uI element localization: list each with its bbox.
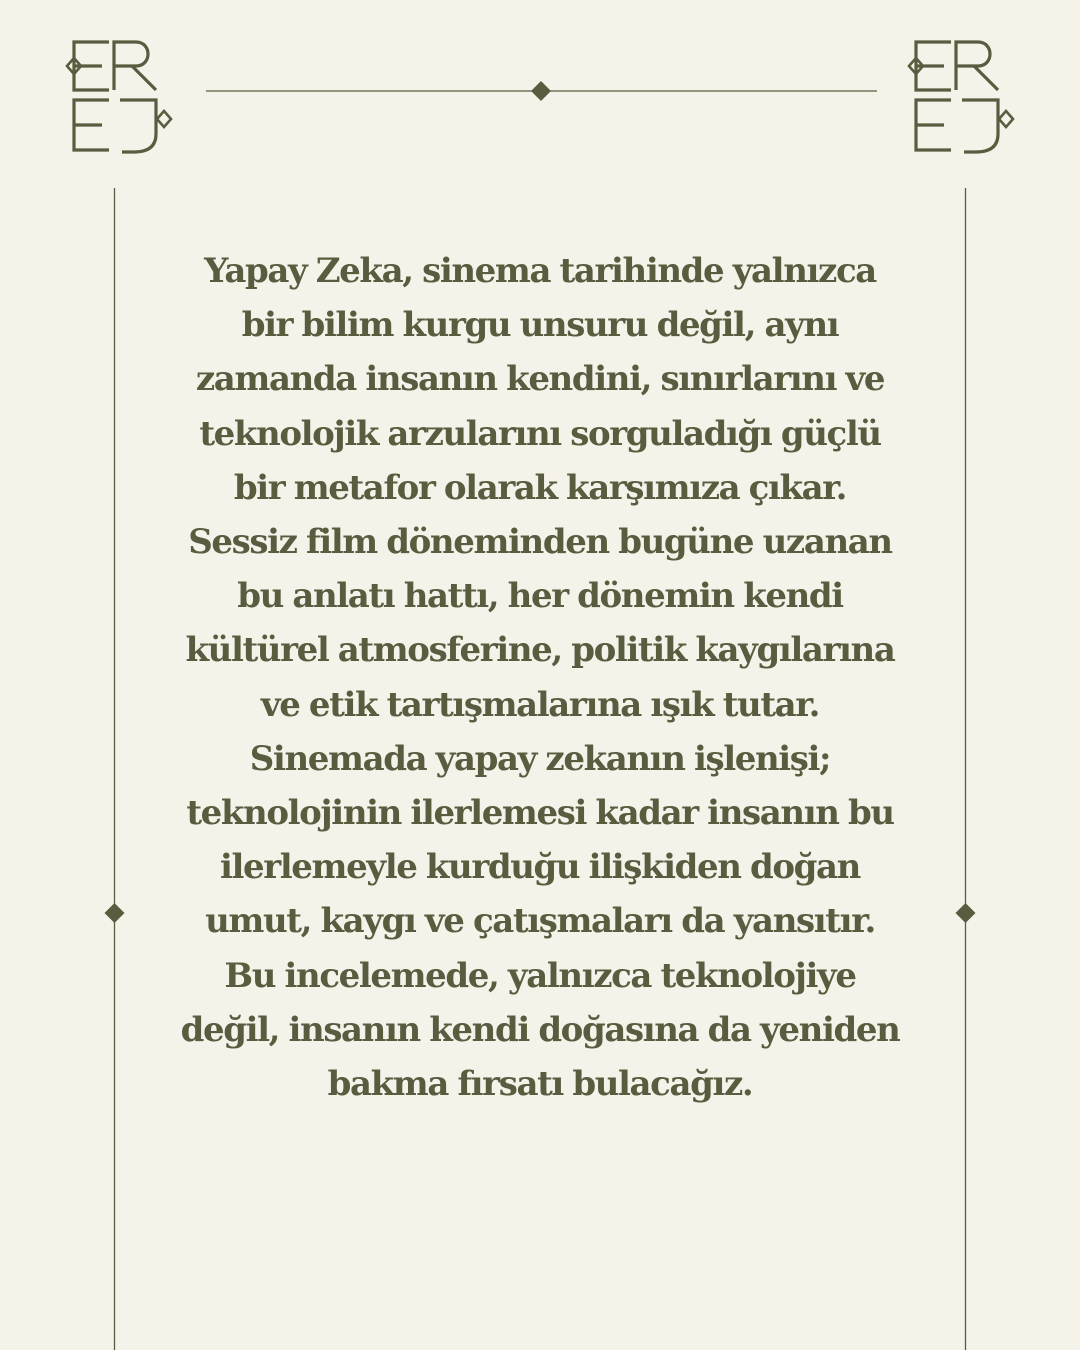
paragraph-line: bir bilim kurgu unsuru değil, aynı — [241, 305, 839, 346]
paragraph-line: bakma fırsatı bulacağız. — [327, 1064, 753, 1105]
monogram-logo-icon — [64, 36, 174, 156]
paragraph-line: zamanda insanın kendini, sınırlarını ve — [195, 359, 885, 400]
paragraph-line: değil, insanın kendi doğasına da yeniden — [180, 1009, 900, 1050]
top-divider-diamond-icon — [531, 81, 551, 101]
paragraph-line: umut, kaygı ve çatışmaları da yansıtır. — [205, 901, 875, 942]
paragraph-line: ilerlemeyle kurduğu ilişkiden doğan — [220, 847, 860, 888]
paragraph-line: bu anlatı hattı, her dönemin kendi — [237, 576, 843, 617]
paragraph-line: Bu incelemede, yalnızca teknolojiye — [224, 955, 856, 996]
paragraph-line: kültürel atmosferine, politik kaygılarına — [185, 630, 895, 671]
paragraph-line: Sinemada yapay zekanın işlenişi; — [249, 738, 831, 779]
left-side-diamond-icon — [105, 903, 125, 923]
monogram-logo-icon — [906, 36, 1016, 156]
intro-paragraph — [170, 244, 910, 1111]
right-side-diamond-icon — [956, 903, 976, 923]
paragraph-line: bir metafor olarak karşımıza çıkar. — [233, 467, 847, 508]
paragraph-line: Yapay Zeka, sinema tarihinde yalnızca — [204, 251, 876, 291]
paragraph-line: teknolojinin ilerlemesi kadar insanın bu — [186, 793, 894, 834]
paragraph-line: Sessiz film döneminden bugüne uzanan — [188, 522, 892, 563]
paragraph-line: ve etik tartışmalarına ışık tutar. — [260, 684, 820, 725]
paragraph-line: teknolojik arzularını sorguladığı güçlü — [199, 413, 881, 454]
